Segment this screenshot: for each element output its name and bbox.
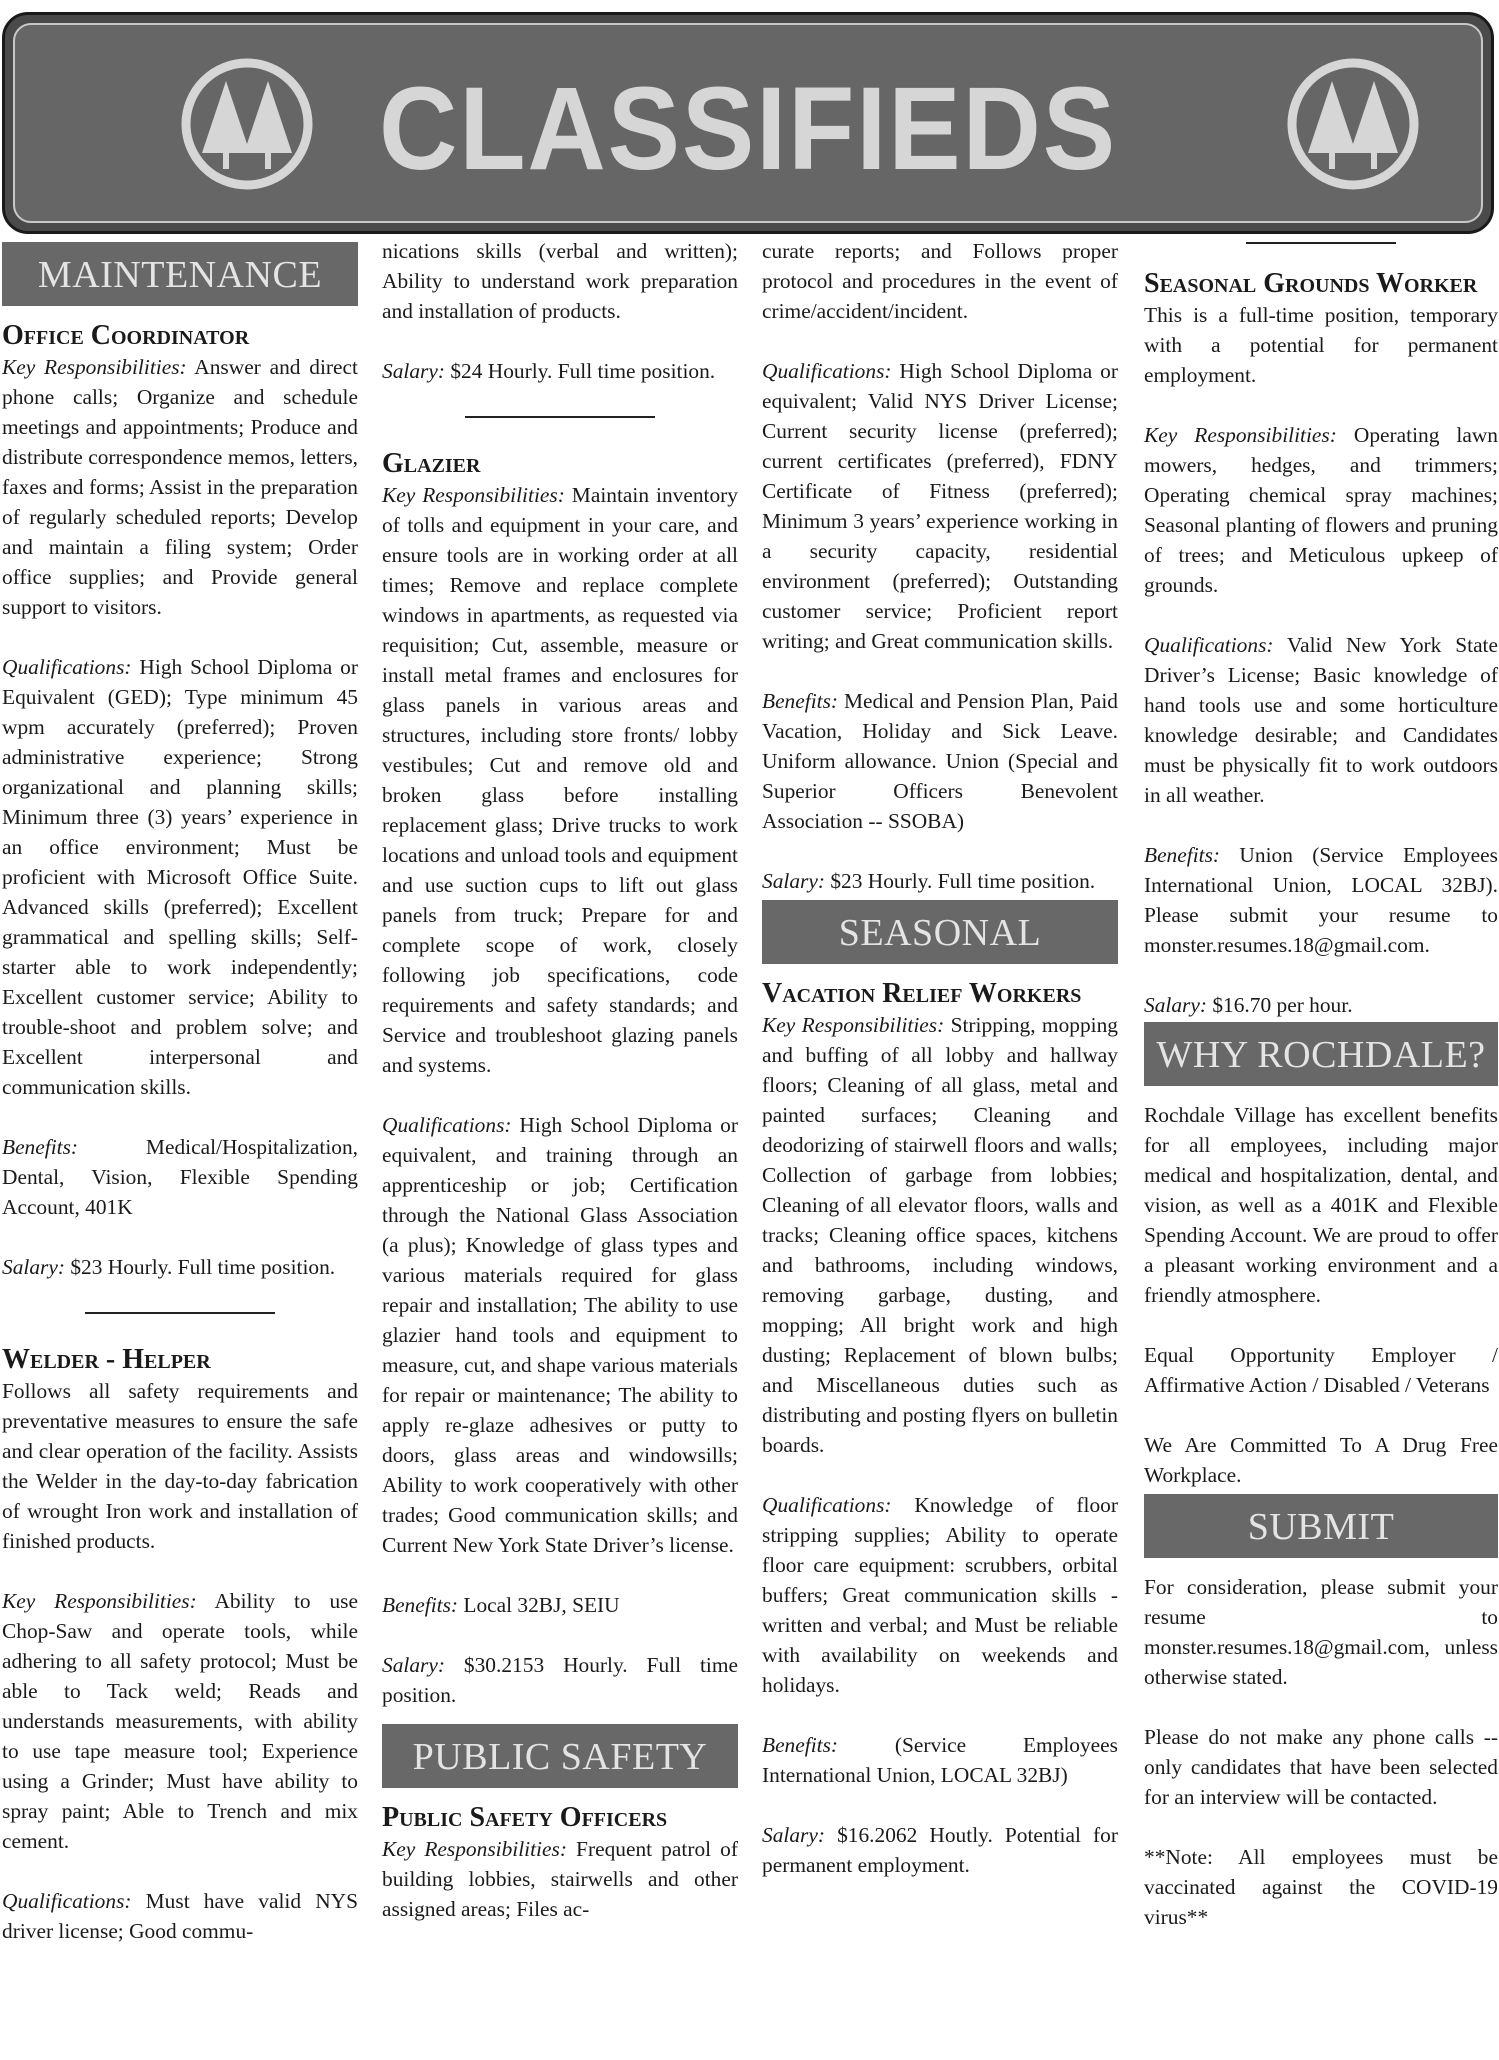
drug-free-statement: We Are Committed To A Drug Free Workplace. (1144, 1433, 1498, 1487)
glazier-benefits: Benefits: Local 32BJ, SEIU (382, 1593, 620, 1617)
pso-benefits: Benefits: Medical and Pension Plan, Paid Vacation, Holiday and Sick Leave. Uniform allowance. Union (Special and Superior Officers Benevolent Association -- SSOBA) (762, 689, 1118, 833)
pso-responsibilities-cont: curate reports; and Follows proper protocol and procedures in the event of crime/accident/incident. (762, 239, 1118, 323)
job-title-seasonal-grounds-worker: Seasonal Grounds Worker (1144, 268, 1478, 299)
section-seasonal: SEASONAL (762, 900, 1118, 964)
eoe-statement: Equal Opportunity Employer / Affirmative Action / Disabled / Veterans (1144, 1343, 1498, 1397)
banner-title: CLASSIFIEDS (378, 63, 1118, 195)
vacation-salary: Salary: $16.2062 Houtly. Potential for permanent employment. (762, 1823, 1118, 1877)
welder-salary: Salary: $24 Hourly. Full time position. (382, 359, 716, 383)
office-salary: Salary: $23 Hourly. Full time position. (2, 1255, 336, 1279)
covid-note: **Note: All employees must be vaccinated against the COVID-19 virus** (1144, 1845, 1498, 1929)
grounds-responsibilities: Key Responsibilities: Operating lawn mowers, hedges, and trimmers; Operating chemical spray machines; Seasonal planting of flowers and pruning of trees; and Meticulous upkeep of grounds. (1144, 423, 1498, 597)
glazier-qualifications: Qualifications: High School Diploma or equivalent, and training through an apprenticeship or job; Certification through the National Glass Association (a plus); Knowledge of glass types and various materials required for glass repair and installation; The ability to use glazier hand tools and equipment to measure, cut, and shape various materials for repair or maintenance; The ability to apply re-glaze adhesives or putty to doors, glass areas and windowsills; Ability to work cooperatively with other trades; Good communication skills; and Current New York State Driver’s license. (382, 1113, 738, 1557)
section-submit: SUBMIT (1144, 1494, 1498, 1558)
glazier-salary: Salary: $30.2153 Hourly. Full time position. (382, 1653, 738, 1707)
vacation-benefits: Benefits: (Service Employees International Union, LOCAL 32BJ) (762, 1733, 1118, 1787)
section-why-rochdale: WHY ROCHDALE? (1144, 1022, 1498, 1086)
job-title-glazier: Glazier (382, 448, 481, 479)
grounds-intro: This is a full-time position, temporary with a potential for permanent employment. (1144, 303, 1498, 387)
submit-instructions: For consideration, please submit your resume to monster.resumes.18@gmail.com, unless otherwise stated. (1144, 1575, 1498, 1689)
vacation-qualifications: Qualifications: Knowledge of floor stripping supplies; Ability to operate floor care equipment: scrubbers, orbital buffers; Great communication skills - written and verbal; and Must be reliable with availability on weekends and holidays. (762, 1493, 1118, 1697)
job-title-office-coordinator: Office Coordinator (2, 320, 250, 351)
pso-qualifications: Qualifications: High School Diploma or equivalent; Valid NYS Driver License; Current security license (preferred); current certificates (preferred), FDNY Certificate of Fitness (preferred); Minimum 3 years’ experience working in a security capacity, residential environment (preferred); Outstanding customer service; Proficient report writing; and Great communication skills. (762, 359, 1118, 653)
column-3 (762, 236, 1118, 1880)
office-responsibilities: Key Responsibilities: Answer and direct phone calls; Organize and schedule meetings and appointments; Produce and distribute correspondence memos, letters, faxes and forms; Assist in the preparation of regularly scheduled reports; Develop and maintain a filing system; Order office supplies; and Provide general support to visitors. (2, 355, 358, 619)
divider (1246, 242, 1396, 244)
column-2 (382, 236, 738, 1924)
welder-qualifications: Qualifications: Must have valid NYS driver license; Good commu- (2, 1889, 358, 1943)
twin-pines-logo-right (1286, 57, 1420, 191)
office-benefits: Benefits: Medical/Hospitalization, Dental, Vision, Flexible Spending Account, 401K (2, 1135, 358, 1219)
why-rochdale-text: Rochdale Village has excellent benefits for all employees, including major medical and hospitalization, dental, and vision, as well as a 401K and Flexible Spending Account. We are proud to offer a pleasant working environment and a friendly atmosphere. (1144, 1103, 1498, 1307)
classifieds-banner (2, 12, 1494, 234)
divider (85, 1312, 275, 1314)
no-calls-notice: Please do not make any phone calls -- only candidates that have been selected for an interview will be contacted. (1144, 1725, 1498, 1809)
welder-qualifications-cont: nications skills (verbal and written); Ability to understand work preparation and installation of products. (382, 239, 738, 323)
section-maintenance: MAINTENANCE (2, 242, 358, 306)
pso-responsibilities: Key Responsibilities: Frequent patrol of building lobbies, stairwells and other assigned areas; Files ac- (382, 1837, 738, 1921)
welder-responsibilities: Key Responsibilities: Ability to use Chop-Saw and operate tools, while adhering to all safety protocol; Must be able to Tack weld; Reads and understands measurements, with ability to use tape measure tool; Experience using a Grinder; Must have ability to spray paint; Able to Trench and mix cement. (2, 1589, 359, 1853)
column-4 (1144, 236, 1498, 1932)
job-title-welder-helper: Welder - Helper (2, 1344, 211, 1375)
column-1 (2, 236, 358, 1946)
vacation-responsibilities: Key Responsibilities: Stripping, mopping and buffing of all lobby and hallway floors; Cleaning of all glass, metal and painted surfaces; Cleaning and deodorizing of stairwell floors and walls; Collection of garbage from lobbies; Cleaning of all elevator floors, walls and tracks; Cleaning office spaces, kitchens and bathrooms, including windows, removing garbage, dusting, and mopping; All bright work and high dusting; Replacement of blown bulbs; and Miscellaneous duties such as distributing and posting flyers on bulletin boards. (762, 1013, 1118, 1457)
grounds-qualifications: Qualifications: Valid New York State Driver’s License; Basic knowledge of hand tools use and some horticulture knowledge desirable; and Candidates must be physically fit to work outdoors in all weather. (1144, 633, 1498, 807)
job-title-public-safety-officers: Public Safety Officers (382, 1802, 668, 1833)
grounds-benefits: Benefits: Union (Service Employees International Union, LOCAL 32BJ). Please submit your resume to monster.resumes.18@gmail.com. (1144, 843, 1498, 957)
welder-intro: Follows all safety requirements and preventative measures to ensure the safe and clear operation of the facility. Assists the Welder in the day-to-day fabrication of wrought Iron work and installation of finished products. (2, 1379, 358, 1553)
glazier-responsibilities: Key Responsibilities: Maintain inventory of tolls and equipment in your care, and ensure tools are in working order at all times; Remove and replace complete windows in apartments, as requested via requisition; Cut, assemble, measure or install metal frames and enclosures for glass panels in various areas and structures, including store fronts/ lobby vestibules; Cut and remove old and broken glass before installing replacement glass; Drive trucks to work locations and unload tools and equipment and use suction cups to lift out glass panels from truck; Prepare for and complete scope of work, closely following job specifications, code requirements and safety standards; and Service and troubleshoot glazing panels and systems. (382, 483, 738, 1077)
divider (465, 416, 655, 418)
pso-salary: Salary: $23 Hourly. Full time position. (762, 869, 1096, 893)
section-public-safety: PUBLIC SAFETY (382, 1724, 738, 1788)
job-title-vacation-relief-workers: Vacation Relief Workers (762, 978, 1082, 1009)
office-qualifications: Qualifications: High School Diploma or Equivalent (GED); Type minimum 45 wpm accurately (preferred); Proven administrative experience; Strong organizational and planning skills; Minimum three (3) years’ experience in an office environment; Must be proficient with Microsoft Office Suite. Advanced skills (preferred); Excellent grammatical and spelling skills; Self-starter able to work independently; Excellent customer service; Ability to trouble-shoot and problem solve; and Excellent interpersonal and communication skills. (2, 655, 358, 1099)
grounds-salary: Salary: $16.70 per hour. (1144, 993, 1353, 1017)
